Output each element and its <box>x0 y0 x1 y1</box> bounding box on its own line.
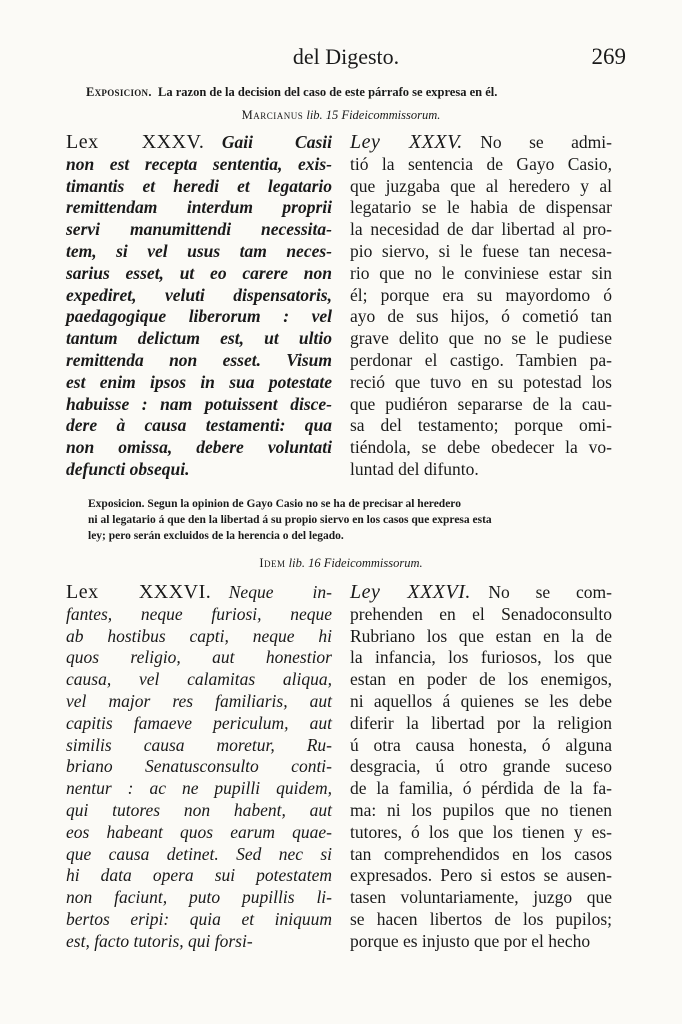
text-line: tutores, ó los que los tienen y es- <box>350 821 612 842</box>
text-line: tiéndola, se debe obedecer la vo- <box>350 437 612 458</box>
text-line: est enim ipsos in sua potestate <box>66 371 332 392</box>
text-line: ayo de sus hijos, ó cometió tan <box>350 306 612 327</box>
running-title: del Digesto. <box>292 44 400 69</box>
text-line: tió la sentencia de Gayo Casio, <box>350 153 612 174</box>
source-ref: lib. 16 <box>288 556 321 570</box>
text-line: nentur : ac ne pupilli quidem, <box>66 778 332 799</box>
lex-36-spanish-column <box>350 582 612 953</box>
text-line: ma: ni los pupilos que no tienen <box>350 799 612 820</box>
text-line: la infancia, los furiosos, los que <box>350 647 612 668</box>
text-line: diferir la libertad por la religion <box>350 712 612 733</box>
exposicion-note-2 <box>88 496 608 544</box>
text-line: vel major res familiaris, aut <box>66 690 332 711</box>
text-line: se hacen libertos de los pupilos; <box>350 908 612 929</box>
text-line: tasen voluntariamente, juzgo que <box>350 887 612 908</box>
text-line: remittenda non esset. Visum <box>66 349 332 370</box>
exposicion-line: ni al legatario á que den la libertad á su propio siervo en los casos que expresa esta <box>88 514 492 526</box>
source-author: Idem <box>259 556 286 570</box>
text-line: paedagogique liberorum : vel <box>66 306 332 327</box>
text-line: Lex XXXV. Gaii Casii <box>66 131 332 153</box>
text-line: que pudiéron separarse de la cau- <box>350 393 612 414</box>
text-line: servi manumittendi necessita- <box>66 219 332 240</box>
text-line: sa del testamento; porque omi- <box>350 415 612 436</box>
text-line: bertos eripi: quia et iniquum <box>66 908 332 929</box>
text-line: causa, vel calamitas aliqua, <box>66 669 332 690</box>
exposicion-label: Exposicion. <box>86 85 152 99</box>
text-line: rio que no le conviniese estar sin <box>350 262 612 283</box>
text-line: tem, si vel usus tam neces- <box>66 240 332 261</box>
text-line: Ley XXXV. No se admi- <box>350 131 612 153</box>
text-line: similis causa moretur, Ru- <box>66 734 332 755</box>
source-ref: lib. 15 <box>306 108 339 122</box>
text-line: expediret, veluti dispensatoris, <box>66 284 332 305</box>
text-line: eos habeant quos earum quae- <box>66 821 332 842</box>
text-line: expresados. Pero si estos se ausen- <box>350 865 612 886</box>
lex-36-latin-column <box>66 582 332 953</box>
text-line: briano Senatusconsulto conti- <box>66 756 332 777</box>
source-citation-2 <box>0 556 682 571</box>
text-line: remittendam interdum proprii <box>66 197 332 218</box>
text-line: capitis famaeve periculum, aut <box>66 712 332 733</box>
text-line: timantis et heredi et legatario <box>66 175 332 196</box>
text-line: Lex XXXVI. Neque in- <box>66 581 332 603</box>
text-line: que causa detinet. Sed nec si <box>66 843 332 864</box>
exposicion-line: ley; pero serán excluidos de la herencia o del legado. <box>88 530 344 542</box>
text-line: él; porque era su mayordomo ó <box>350 284 612 305</box>
text-line: prehenden en el Senadoconsulto <box>350 603 612 624</box>
text-line: non faciunt, puto pupillis li- <box>66 887 332 908</box>
text-line: sarius esset, ut eo carere non <box>66 262 332 283</box>
text-line: tantum delictum est, ut ultio <box>66 328 332 349</box>
source-citation-1 <box>0 108 682 123</box>
text-line: Rubriano los que estan en la de <box>350 625 612 646</box>
text-line: fantes, neque furiosi, neque <box>66 603 332 624</box>
text-line: qui tutores non habent, aut <box>66 799 332 820</box>
exposicion-note-1 <box>86 84 606 101</box>
text-line: habuisse : nam potuissent disce- <box>66 393 332 414</box>
text-line: porque es injusto que por el hecho <box>350 930 591 951</box>
source-author: Marcianus <box>241 108 304 122</box>
source-work: Fideicommissorum. <box>341 108 441 122</box>
text-line: quos religio, aut honestior <box>66 647 332 668</box>
text-line: perdonar el castigo. Tambien pa- <box>350 349 612 370</box>
text-line: tan comprehendidos en los casos <box>350 843 612 864</box>
lex-35-spanish-column <box>350 132 612 481</box>
running-head <box>66 44 626 74</box>
text-line: defuncti obsequi. <box>66 458 190 479</box>
text-line: la necesidad de dar libertad al pro- <box>350 219 612 240</box>
exposicion-line: Exposicion. Segun la opinion de Gayo Casio no se ha de precisar al heredero <box>88 498 461 510</box>
text-line: est, facto tutoris, qui forsi- <box>66 930 253 951</box>
text-line: de la familia, ó pérdida de la fa- <box>350 778 612 799</box>
text-line: Ley XXXVI. No se com- <box>350 581 612 603</box>
text-line: non est recepta sententia, exis- <box>66 153 332 174</box>
text-line: ú otra causa honesta, ó alguna <box>350 734 612 755</box>
text-line: estan en poder de los enemigos, <box>350 669 612 690</box>
text-line: legatario se le habia de dispensar <box>350 197 612 218</box>
text-line: que juzgaba que al heredero y al <box>350 175 612 196</box>
text-line: pio siervo, si le fuese tan necesa- <box>350 240 612 261</box>
exposicion-text: La razon de la decision del caso de este párrafo se expresa en él. <box>158 85 498 99</box>
text-line: hi data opera sui potestatem <box>66 865 332 886</box>
text-line: grave delito que no se le pudiese <box>350 328 612 349</box>
text-line: luntad del difunto. <box>350 458 479 479</box>
lex-35-latin-column <box>66 132 332 481</box>
text-line: ni aquellos á quienes se les debe <box>350 690 612 711</box>
text-line: non omissa, debere voluntati <box>66 437 332 458</box>
page-number: 269 <box>591 44 626 69</box>
text-line: ab hostibus capti, neque hi <box>66 625 332 646</box>
text-line: desgracia, ú otro grande suceso <box>350 756 612 777</box>
source-work: Fideicommissorum. <box>323 556 423 570</box>
text-line: reció que tuvo en su potestad los <box>350 371 612 392</box>
text-line: dere à causa testamenti: qua <box>66 415 332 436</box>
